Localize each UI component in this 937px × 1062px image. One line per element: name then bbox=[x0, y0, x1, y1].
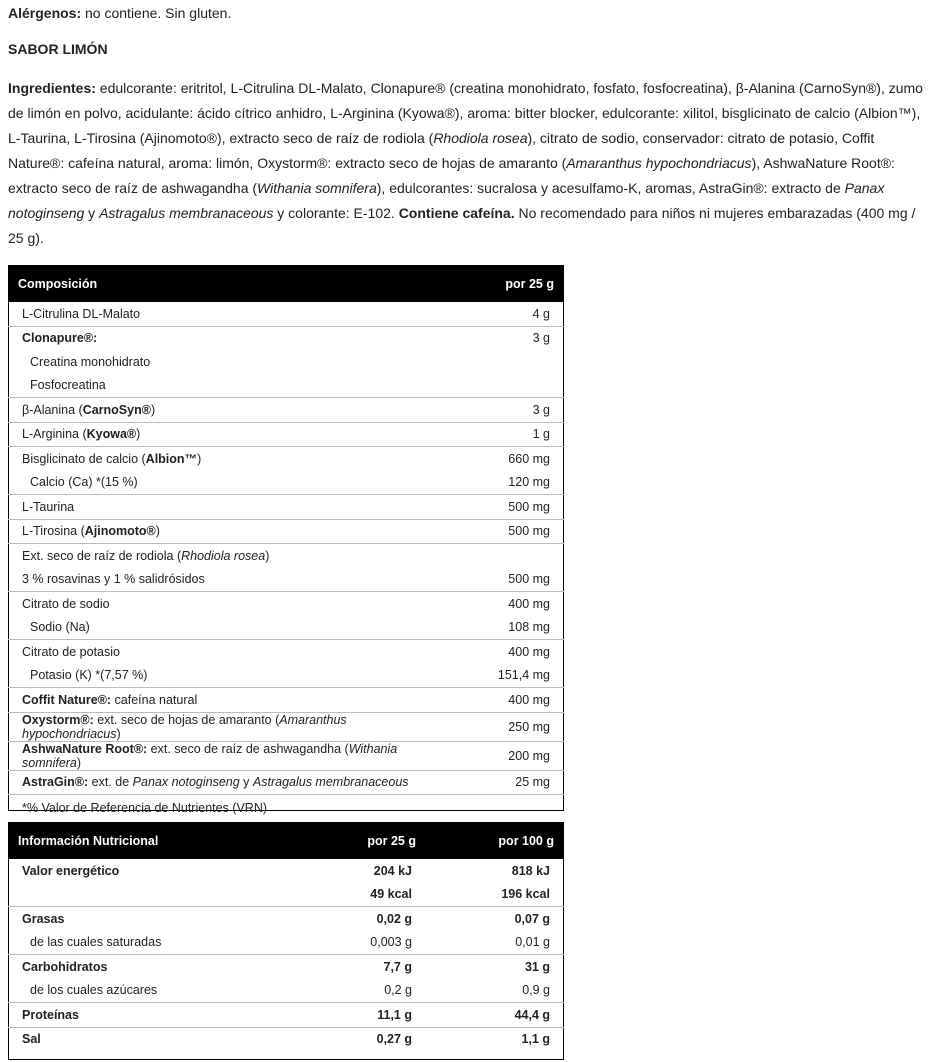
table-row bbox=[8, 688, 564, 713]
composition-header-amount: por 25 g bbox=[446, 265, 564, 302]
row-value: 25 mg bbox=[446, 770, 564, 795]
row-name-text: ext. seco de hojas de amaranto ( bbox=[93, 712, 280, 727]
row-name bbox=[8, 422, 446, 447]
row-name: Valor energético bbox=[22, 863, 120, 878]
allergens-text: no contiene. Sin gluten. bbox=[81, 5, 232, 21]
row-name-text: ) bbox=[136, 427, 141, 442]
row-name: Sodio (Na) bbox=[8, 616, 446, 640]
row-value: 1 g bbox=[446, 422, 564, 447]
row-name: de los cuales azúcares bbox=[8, 979, 288, 1003]
caffeine-warning: Contiene cafeína. bbox=[398, 205, 515, 221]
row-value: 3 g bbox=[446, 398, 564, 423]
ingredients-italic-1: Rhodiola rosea bbox=[433, 130, 528, 146]
table-row bbox=[8, 519, 564, 544]
table-row bbox=[8, 422, 564, 447]
ingredients-text-2: ), citrato de sodio, conservador: citrato de potasio, Coffit Nature®: cafeína natural, aroma: limón, Oxystorm®: extracto seco de hojas de amaranto ( bbox=[8, 130, 875, 171]
row-name: Grasas bbox=[22, 911, 65, 926]
table-row bbox=[8, 350, 564, 374]
row-name-text: ) bbox=[150, 402, 156, 417]
row-name: L-Citrulina DL-Malato bbox=[8, 302, 446, 326]
row-value: 0,02 g bbox=[376, 911, 412, 926]
row-name: L-Taurina bbox=[8, 495, 446, 520]
table-row bbox=[8, 447, 564, 471]
table-row bbox=[8, 712, 564, 741]
row-value: 1,1 g bbox=[521, 1032, 550, 1047]
table-row bbox=[8, 616, 564, 640]
row-value: 4 g bbox=[446, 302, 564, 326]
composition-header bbox=[8, 265, 564, 302]
row-name: Carbohidratos bbox=[22, 959, 108, 974]
nutrition-header bbox=[8, 822, 564, 859]
row-name bbox=[8, 544, 446, 568]
row-value: 250 mg bbox=[446, 712, 564, 741]
ingredients-text-4: ), edulcorantes: sucralosa y acesulfamo-K, aromas, AstraGin®: extracto de bbox=[376, 180, 845, 196]
table-row bbox=[8, 326, 564, 350]
row-name: Sal bbox=[22, 1032, 41, 1047]
row-value: 500 mg bbox=[446, 519, 564, 544]
row-name-text: cafeína natural bbox=[111, 692, 198, 707]
table-row bbox=[8, 955, 564, 979]
composition-table bbox=[8, 265, 564, 821]
row-name-text: β-Alanina ( bbox=[22, 402, 83, 417]
row-value: 31 g bbox=[524, 959, 550, 974]
row-value: 660 mg bbox=[508, 451, 550, 466]
nutrition-table bbox=[8, 822, 564, 1051]
row-value: 11,1 g bbox=[288, 1003, 426, 1028]
table-row bbox=[8, 544, 564, 568]
row-value: 44,4 g bbox=[426, 1003, 564, 1028]
row-value: 108 mg bbox=[446, 616, 564, 640]
ingredients-text-3: ), AshwaNature Root®: extracto seco de raíz de ashwagandha ( bbox=[8, 155, 895, 196]
row-value: 400 mg bbox=[508, 596, 550, 611]
ingredients-italic-4: Panax notoginseng bbox=[8, 180, 885, 221]
row-brand: Albion™ bbox=[145, 451, 198, 466]
row-value: 200 mg bbox=[446, 741, 564, 770]
table-row bbox=[8, 859, 564, 883]
table-row bbox=[8, 398, 564, 423]
row-value: 120 mg bbox=[446, 471, 564, 495]
table-row bbox=[8, 1003, 564, 1028]
ingredients-text-6: y colorante: E-102. bbox=[273, 205, 399, 221]
table-row bbox=[8, 640, 564, 664]
row-name bbox=[8, 688, 446, 713]
row-brand: CarnoSyn® bbox=[82, 402, 151, 417]
row-name-text: ext. de bbox=[88, 775, 133, 790]
flavor-heading: SABOR LIMÓN bbox=[8, 41, 108, 57]
row-italic: Panax notoginseng bbox=[132, 775, 240, 790]
ingredients-text-5: y bbox=[84, 205, 100, 221]
row-name: Clonapure®: bbox=[22, 331, 98, 346]
row-name: Citrato de sodio bbox=[22, 596, 110, 611]
row-value: 3 g bbox=[532, 331, 550, 346]
composition-header-label: Composición bbox=[8, 265, 446, 302]
row-value: 400 mg bbox=[446, 688, 564, 713]
row-name-text: ) bbox=[265, 548, 270, 563]
row-italic: Withania somnifera bbox=[22, 741, 398, 770]
table-row bbox=[8, 374, 564, 398]
composition-footnote: *% Valor de Referencia de Nutrientes (VRN) bbox=[22, 801, 268, 815]
ingredients-italic-3: Withania somnifera bbox=[257, 180, 377, 196]
row-value: 151,4 mg bbox=[446, 664, 564, 688]
row-value: 400 mg bbox=[508, 644, 550, 659]
table-row bbox=[8, 907, 564, 931]
row-name-text: Ext. seco de raíz de rodiola ( bbox=[22, 548, 182, 563]
row-name: Proteínas bbox=[8, 1003, 288, 1028]
row-value: 196 kcal bbox=[426, 883, 564, 907]
row-name-text: ext. seco de raíz de ashwagandha ( bbox=[147, 741, 349, 756]
row-name-text: L-Tirosina ( bbox=[22, 524, 85, 539]
row-name: de las cuales saturadas bbox=[8, 931, 288, 955]
ingredients-text-1: edulcorante: eritritol, L-Citrulina DL-Malato, Clonapure® (creatina monohidrato, fosfato, fosfocreatina), β-Alanina (CarnoSyn®), zumo de limón en polvo, acidulante: ácido cítrico anhidro, L-Arginina (Kyowa®), aroma: bitter blocker, edulcorante: xilitol, bisglicinato de calcio (Albion™), L-Taurina, L-Tirosina (Ajinomoto®), extracto seco de raíz de rodiola ( bbox=[8, 80, 923, 146]
row-name-text: y bbox=[239, 775, 253, 790]
table-row bbox=[8, 795, 564, 822]
ingredients-text-7: No recomendado para niños ni mujeres embarazadas (400 mg / 25 g). bbox=[8, 205, 916, 246]
row-name-text: ) bbox=[155, 524, 160, 539]
row-brand: AshwaNature Root®: bbox=[22, 741, 148, 756]
ingredients-italic-2: Amaranthus hypochondriacus bbox=[566, 155, 752, 171]
row-name-text: Bisglicinato de calcio ( bbox=[22, 451, 146, 466]
row-value: 0,07 g bbox=[514, 911, 550, 926]
nutrition-header-per25: por 25 g bbox=[288, 822, 426, 859]
table-row bbox=[8, 495, 564, 520]
row-italic: Rhodiola rosea bbox=[181, 548, 266, 563]
row-value: 49 kcal bbox=[288, 883, 426, 907]
table-row bbox=[8, 471, 564, 495]
table-row bbox=[8, 1027, 564, 1051]
row-name-text: L-Arginina ( bbox=[22, 427, 87, 442]
row-name: Potasio (K) *(7,57 %) bbox=[8, 664, 446, 688]
row-value: 0,01 g bbox=[426, 931, 564, 955]
table-row bbox=[8, 883, 564, 907]
table-row bbox=[8, 664, 564, 688]
table-row bbox=[8, 302, 564, 326]
table-row bbox=[8, 979, 564, 1003]
row-value: 0,9 g bbox=[426, 979, 564, 1003]
table-row bbox=[8, 770, 564, 795]
table-row bbox=[8, 931, 564, 955]
row-name bbox=[8, 519, 446, 544]
row-name-text: ) bbox=[197, 451, 202, 466]
nutrition-header-label: Información Nutricional bbox=[8, 822, 288, 859]
row-brand: Kyowa® bbox=[86, 427, 137, 442]
row-italic: Astragalus membranaceous bbox=[252, 775, 409, 790]
row-value: 0,27 g bbox=[376, 1032, 412, 1047]
row-italic: Amaranthus hypochondriacus bbox=[22, 712, 347, 741]
row-name: Creatina monohidrato bbox=[30, 354, 151, 369]
row-brand: Ajinomoto® bbox=[84, 524, 156, 539]
row-brand: Coffit Nature®: bbox=[22, 692, 112, 707]
row-name: Citrato de potasio bbox=[22, 644, 120, 659]
row-value: 204 kJ bbox=[373, 863, 412, 878]
row-value: 500 mg bbox=[446, 568, 564, 592]
row-name-text: ) bbox=[76, 755, 82, 770]
row-value: 7,7 g bbox=[383, 959, 412, 974]
row-brand: Oxystorm®: bbox=[22, 712, 94, 727]
row-name bbox=[8, 770, 446, 795]
row-name bbox=[8, 741, 446, 770]
ingredients-italic-5: Astragalus membranaceous bbox=[99, 205, 274, 221]
row-name bbox=[8, 712, 446, 741]
row-brand: AstraGin®: bbox=[22, 775, 89, 790]
row-value: 0,2 g bbox=[288, 979, 426, 1003]
row-value: 818 kJ bbox=[511, 863, 550, 878]
allergens-label: Alérgenos: bbox=[8, 5, 82, 21]
ingredients-label: Ingredientes: bbox=[8, 80, 96, 96]
allergens-line bbox=[8, 1, 928, 26]
table-row bbox=[8, 741, 564, 770]
row-name: Fosfocreatina bbox=[8, 374, 446, 398]
row-name bbox=[8, 398, 446, 423]
row-name-text: ) bbox=[116, 726, 121, 741]
table-row bbox=[8, 592, 564, 616]
row-name bbox=[8, 447, 446, 471]
row-name: 3 % rosavinas y 1 % salidrósidos bbox=[8, 568, 446, 592]
nutrition-header-per100: por 100 g bbox=[426, 822, 564, 859]
row-value: 0,003 g bbox=[288, 931, 426, 955]
table-row bbox=[8, 568, 564, 592]
row-name: Calcio (Ca) *(15 %) bbox=[8, 471, 446, 495]
row-value: 500 mg bbox=[446, 495, 564, 520]
ingredients-paragraph bbox=[8, 76, 928, 251]
